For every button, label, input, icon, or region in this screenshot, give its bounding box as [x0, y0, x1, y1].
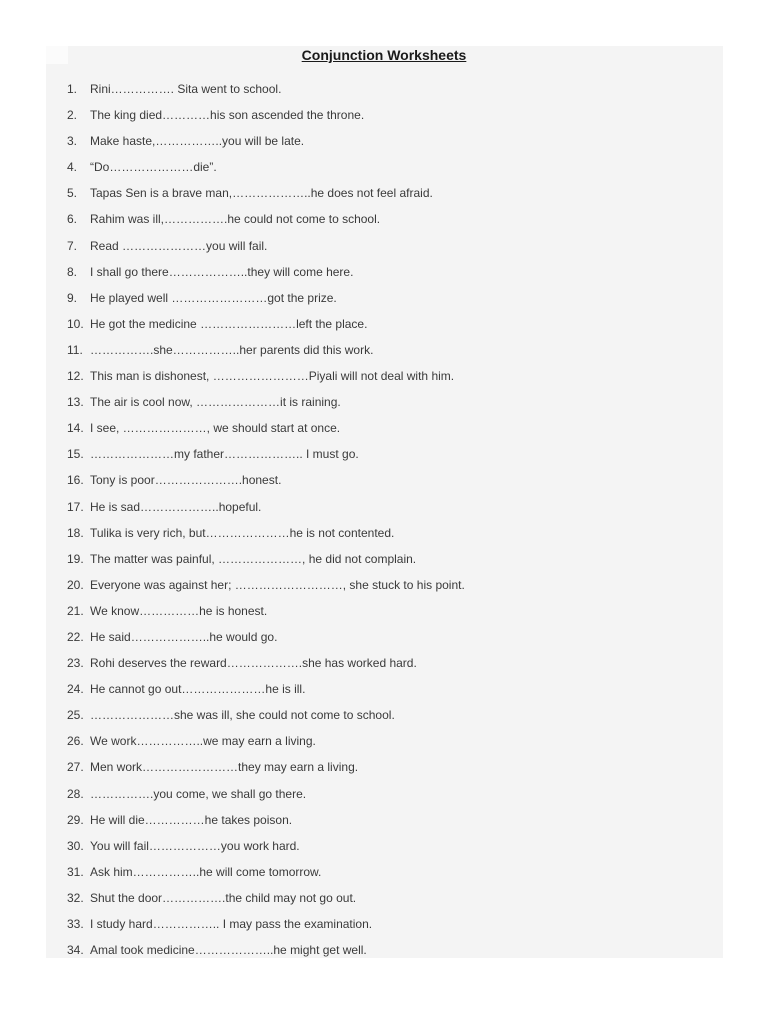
- question-text: Tony is poor………………….honest.: [90, 473, 282, 488]
- question-number: 16.: [67, 473, 84, 488]
- question-item: [67, 575, 465, 601]
- question-number: 13.: [67, 395, 84, 410]
- question-item: [67, 862, 465, 888]
- question-number: 21.: [67, 603, 84, 618]
- question-text: Shut the door…………….the child may not go out.: [90, 890, 357, 905]
- question-number: 2.: [67, 108, 78, 123]
- question-text: Rahim was ill,…………….he could not come to school.: [90, 212, 381, 227]
- question-number: 12.: [67, 369, 84, 384]
- question-number: 28.: [67, 786, 84, 801]
- question-item: [67, 627, 465, 653]
- question-text: You will fail………………you work hard.: [90, 838, 300, 853]
- question-item: [67, 262, 465, 288]
- question-text: I study hard…………….. I may pass the examination.: [90, 917, 373, 931]
- question-text: He played well ……………………got the prize.: [90, 290, 337, 305]
- question-item: [67, 392, 465, 418]
- question-item: [67, 731, 465, 757]
- question-item: [67, 653, 465, 679]
- question-number: 32.: [67, 890, 84, 905]
- question-number: 5.: [67, 186, 78, 201]
- question-item: [67, 314, 465, 340]
- question-number: 29.: [67, 812, 84, 827]
- question-number: 4.: [67, 160, 78, 175]
- question-number: 8.: [67, 264, 78, 279]
- question-item: [67, 131, 465, 157]
- question-number: 9.: [67, 290, 78, 305]
- question-number: 15.: [67, 447, 84, 462]
- question-item: [67, 940, 465, 966]
- question-text: Men work……………………they may earn a living.: [90, 760, 359, 775]
- question-item: [67, 497, 465, 523]
- question-text: …………………she was ill, she could not come to school.: [90, 708, 395, 723]
- question-text: Tapas Sen is a brave man,………………..he does not feel afraid.: [90, 186, 433, 201]
- question-text: This man is dishonest, ……………………Piyali will not deal with him.: [90, 369, 455, 384]
- question-text: We know……………he is honest.: [90, 603, 268, 618]
- question-text: The king died…………his son ascended the throne.: [90, 108, 365, 123]
- question-text: We work……………..we may earn a living.: [90, 734, 316, 749]
- question-text: …………….she……………..her parents did this work.: [90, 342, 374, 357]
- question-text: I shall go there………………..they will come here.: [90, 264, 354, 279]
- question-number: 7.: [67, 238, 78, 253]
- question-item: [67, 705, 465, 731]
- question-item: [67, 340, 465, 366]
- worksheet-title: Conjunction Worksheets: [301, 47, 467, 63]
- question-item: [67, 470, 465, 496]
- question-text: Everyone was against her; ………………………, she stuck to his point.: [90, 577, 465, 592]
- question-item: [67, 209, 465, 235]
- question-number: 20.: [67, 577, 84, 592]
- question-number: 26.: [67, 734, 84, 749]
- question-item: [67, 105, 465, 131]
- question-item: [67, 183, 465, 209]
- question-text: …………………my father……………….. I must go.: [90, 447, 359, 462]
- question-text: Rini……………. Sita went to school.: [90, 82, 282, 96]
- question-item: [67, 888, 465, 914]
- question-item: [67, 288, 465, 314]
- question-item: [67, 784, 465, 810]
- question-text: Make haste,……………..you will be late.: [90, 134, 305, 149]
- question-item: [67, 366, 465, 392]
- question-number: 10.: [67, 316, 84, 331]
- question-item: [67, 836, 465, 862]
- question-text: He will die……………he takes poison.: [90, 812, 293, 827]
- question-item: [67, 444, 465, 470]
- question-number: 3.: [67, 134, 78, 149]
- question-number: 18.: [67, 525, 84, 540]
- question-text: Amal took medicine………………..he might get well.: [90, 943, 367, 958]
- question-item: [67, 236, 465, 262]
- question-text: Tulika is very rich, but…………………he is not contented.: [90, 525, 395, 540]
- question-number: 24.: [67, 682, 84, 697]
- question-item: [67, 157, 465, 183]
- question-text: Ask him……………..he will come tomorrow.: [90, 864, 322, 879]
- question-list: [67, 79, 465, 966]
- question-number: 31.: [67, 864, 84, 879]
- question-number: 25.: [67, 708, 84, 723]
- question-text: …………….you come, we shall go there.: [90, 786, 307, 801]
- question-item: [67, 679, 465, 705]
- question-number: 33.: [67, 917, 84, 931]
- question-number: 14.: [67, 421, 84, 436]
- question-number: 6.: [67, 212, 78, 227]
- question-text: He said………………..he would go.: [90, 629, 278, 644]
- question-text: He cannot go out…………………he is ill.: [90, 682, 306, 697]
- question-number: 17.: [67, 499, 84, 514]
- question-text: Read …………………you will fail.: [90, 238, 268, 253]
- question-text: The matter was painful, …………………, he did not complain.: [90, 551, 417, 566]
- question-item: [67, 810, 465, 836]
- question-number: 19.: [67, 551, 84, 566]
- question-number: 30.: [67, 838, 84, 853]
- question-number: 34.: [67, 943, 84, 958]
- question-text: The air is cool now, …………………it is raining.: [90, 395, 341, 410]
- question-item: [67, 757, 465, 783]
- question-item: [67, 79, 465, 105]
- question-number: 11.: [67, 342, 83, 357]
- question-text: Rohi deserves the reward……………….she has worked hard.: [90, 656, 417, 671]
- question-number: 23.: [67, 656, 84, 671]
- question-number: 22.: [67, 629, 84, 644]
- question-text: He got the medicine ……………………left the place.: [90, 316, 368, 331]
- question-item: [67, 914, 465, 940]
- question-number: 1.: [67, 82, 78, 96]
- question-text: I see, …………………, we should start at once.: [90, 421, 341, 436]
- question-item: [67, 523, 465, 549]
- question-text: “Do…………………die”.: [90, 160, 217, 175]
- question-item: [67, 549, 465, 575]
- question-number: 27.: [67, 760, 84, 775]
- question-text: He is sad………………..hopeful.: [90, 499, 262, 514]
- question-item: [67, 601, 465, 627]
- question-item: [67, 418, 465, 444]
